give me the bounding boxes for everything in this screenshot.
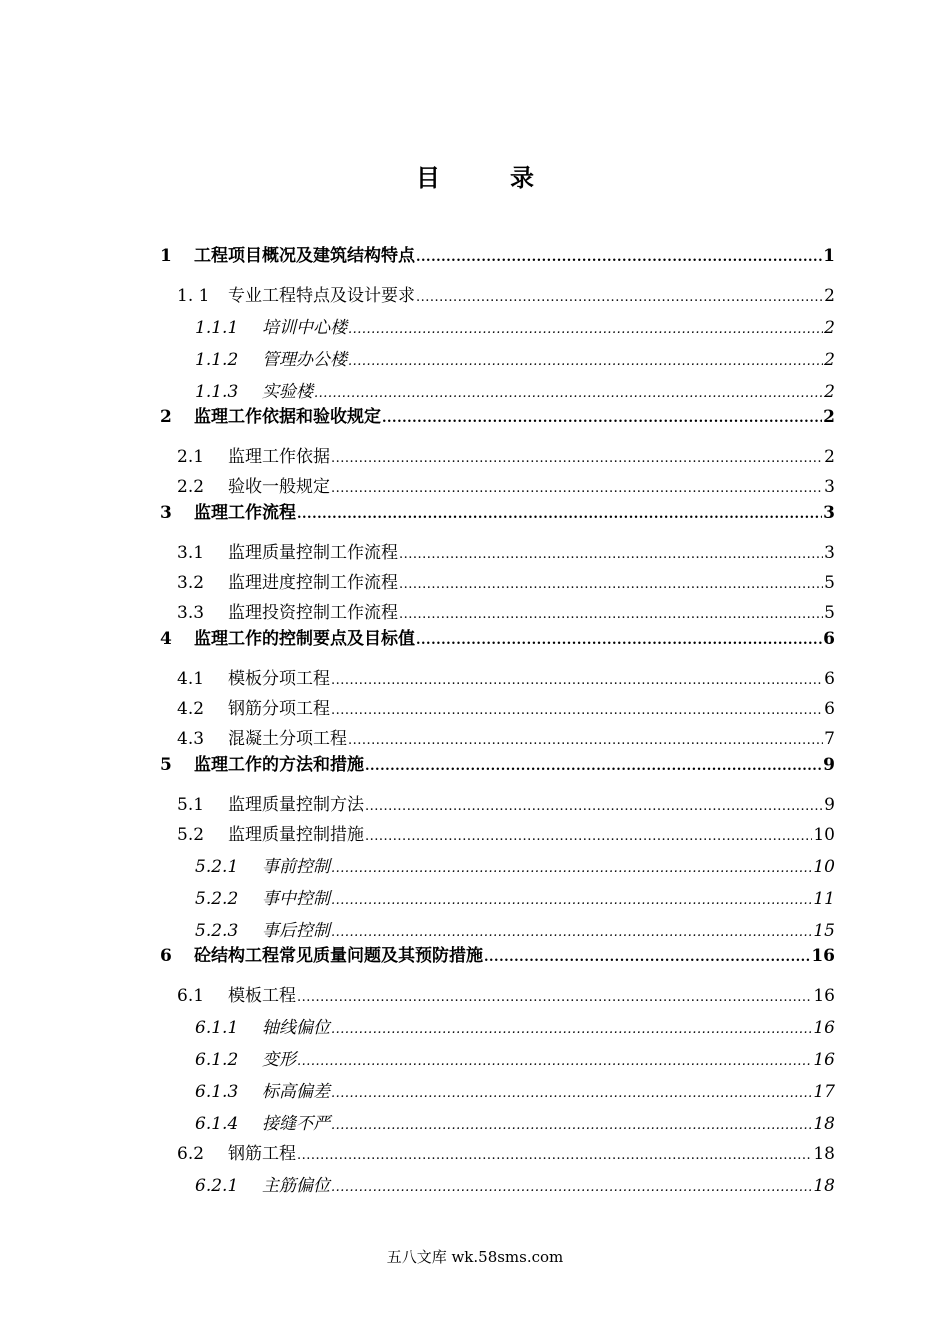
toc-text: 监理质量控制工作流程 (228, 543, 398, 563)
toc-number: 1.1.2 (195, 350, 239, 370)
toc-page: 18 (813, 1144, 835, 1164)
toc-number: 6.1.2 (195, 1050, 239, 1070)
toc-number: 2.1 (177, 447, 205, 467)
toc-entry[interactable] (195, 1175, 835, 1199)
footer-watermark: 五八文库 wk.58sms.com (386, 1248, 564, 1266)
toc-number: 6 (160, 946, 172, 966)
toc-entry[interactable] (177, 668, 835, 692)
toc-number: 4.1 (177, 669, 205, 689)
toc-page: 3 (823, 503, 835, 523)
toc-text: 监理投资控制工作流程 (228, 603, 398, 623)
toc-text: 监理工作流程 (194, 503, 296, 523)
toc-text: 接缝不严 (262, 1114, 330, 1134)
toc-number: 1. 1 (177, 286, 210, 306)
toc-page: 7 (824, 729, 835, 749)
toc-page: 2 (824, 350, 835, 370)
toc-entry[interactable] (160, 502, 835, 526)
toc-entry[interactable] (160, 406, 835, 430)
toc-text: 砼结构工程常见质量问题及其预防措施 (194, 946, 483, 966)
toc-text: 监理工作依据 (228, 447, 330, 467)
toc-page: 16 (813, 986, 835, 1006)
toc-entry[interactable] (195, 1049, 835, 1073)
toc-entry[interactable] (177, 794, 835, 818)
toc-number: 1 (160, 246, 172, 266)
toc-number: 3 (160, 503, 172, 523)
toc-page: 18 (813, 1114, 835, 1134)
toc-page: 2 (824, 447, 835, 467)
toc-entry[interactable] (195, 1081, 835, 1105)
toc-entry[interactable] (195, 349, 835, 373)
toc-text: 钢筋分项工程 (228, 699, 330, 719)
toc-page: 5 (824, 573, 835, 593)
toc-entry[interactable] (195, 1017, 835, 1041)
toc-number: 1.1.1 (195, 318, 239, 338)
toc-text: 主筋偏位 (262, 1176, 330, 1196)
toc-text: 模板工程 (228, 986, 296, 1006)
title-char-2: 录 (510, 163, 534, 192)
toc-number: 6.1.1 (195, 1018, 239, 1038)
toc-number: 6.1.4 (195, 1114, 239, 1134)
toc-page: 6 (824, 669, 835, 689)
toc-text: 工程项目概况及建筑结构特点 (194, 246, 415, 266)
toc-entry[interactable] (195, 856, 835, 880)
toc-text: 监理工作的方法和措施 (194, 755, 364, 775)
toc-text: 培训中心楼 (262, 318, 347, 338)
toc-page: 6 (824, 699, 835, 719)
toc-number: 3.3 (177, 603, 205, 623)
toc-page: 17 (813, 1082, 835, 1102)
toc-number: 6.1.3 (195, 1082, 239, 1102)
toc-entry[interactable] (177, 476, 835, 500)
toc-page: 3 (824, 477, 835, 497)
toc-number: 4.3 (177, 729, 205, 749)
toc-number: 5.1 (177, 795, 205, 815)
toc-entry[interactable] (177, 728, 835, 752)
toc-entry[interactable] (195, 888, 835, 912)
toc-page: 2 (824, 286, 835, 306)
toc-text: 监理工作的控制要点及目标值 (194, 629, 415, 649)
toc-text: 专业工程特点及设计要求 (228, 286, 415, 306)
toc-number: 2 (160, 407, 172, 427)
toc-entry[interactable] (195, 317, 835, 341)
toc-number: 5.2.3 (195, 921, 239, 941)
toc-text: 监理质量控制方法 (228, 795, 364, 815)
toc-entry[interactable] (177, 446, 835, 470)
toc-number: 5 (160, 755, 172, 775)
toc-number: 3.1 (177, 543, 205, 563)
toc-number: 4 (160, 629, 172, 649)
toc-number: 6.1 (177, 986, 205, 1006)
toc-text: 变形 (262, 1050, 296, 1070)
toc-page: 6 (823, 629, 835, 649)
toc-entry[interactable] (160, 245, 835, 269)
toc-entry[interactable] (177, 985, 835, 1009)
toc-entry[interactable] (177, 602, 835, 626)
toc-entry[interactable] (177, 1143, 835, 1167)
toc-text: 监理进度控制工作流程 (228, 573, 398, 593)
toc-page: 9 (824, 795, 835, 815)
toc-page: 1 (823, 246, 835, 266)
toc-text: 实验楼 (262, 382, 313, 402)
toc-number: 1.1.3 (195, 382, 239, 402)
toc-page: 2 (824, 318, 835, 338)
toc-text: 监理质量控制措施 (228, 825, 364, 845)
toc-entry[interactable] (195, 1113, 835, 1137)
toc-text: 监理工作依据和验收规定 (194, 407, 381, 427)
toc-page: 2 (823, 407, 835, 427)
toc-entry[interactable] (160, 945, 835, 969)
toc-page: 9 (823, 755, 835, 775)
toc-text: 标高偏差 (262, 1082, 330, 1102)
toc-entry[interactable] (177, 824, 835, 848)
toc-text: 管理办公楼 (262, 350, 347, 370)
toc-page: 11 (813, 889, 835, 909)
toc-entry[interactable] (160, 628, 835, 652)
toc-page: 16 (813, 1018, 835, 1038)
toc-text: 验收一般规定 (228, 477, 330, 497)
toc-entry[interactable] (177, 572, 835, 596)
toc-number: 5.2 (177, 825, 205, 845)
toc-page: 5 (824, 603, 835, 623)
toc-entry[interactable] (195, 920, 835, 944)
toc-number: 5.2.1 (195, 857, 239, 877)
toc-page: 2 (824, 382, 835, 402)
page-title (0, 158, 950, 193)
toc-number: 6.2 (177, 1144, 205, 1164)
toc-number: 2.2 (177, 477, 205, 497)
toc-text: 事前控制 (262, 857, 330, 877)
toc-number: 6.2.1 (195, 1176, 239, 1196)
toc-page: 3 (824, 543, 835, 563)
toc-text: 事中控制 (262, 889, 330, 909)
toc-text: 模板分项工程 (228, 669, 330, 689)
toc-page: 10 (813, 857, 835, 877)
toc-text: 钢筋工程 (228, 1144, 296, 1164)
toc-text: 混凝土分项工程 (228, 729, 347, 749)
toc-page: 15 (813, 921, 835, 941)
toc-page: 18 (813, 1176, 835, 1196)
toc-number: 3.2 (177, 573, 205, 593)
toc-number: 5.2.2 (195, 889, 239, 909)
toc-number: 4.2 (177, 699, 205, 719)
toc-entry[interactable] (177, 285, 835, 309)
toc-page: 16 (813, 1050, 835, 1070)
toc-text: 事后控制 (262, 921, 330, 941)
toc-entry[interactable] (195, 381, 835, 405)
toc-page: 16 (811, 946, 835, 966)
toc-entry[interactable] (177, 542, 835, 566)
title-char-1: 目 (416, 163, 440, 192)
toc-text: 轴线偏位 (262, 1018, 330, 1038)
toc-page: 10 (813, 825, 835, 845)
toc-entry[interactable] (160, 754, 835, 778)
toc-entry[interactable] (177, 698, 835, 722)
